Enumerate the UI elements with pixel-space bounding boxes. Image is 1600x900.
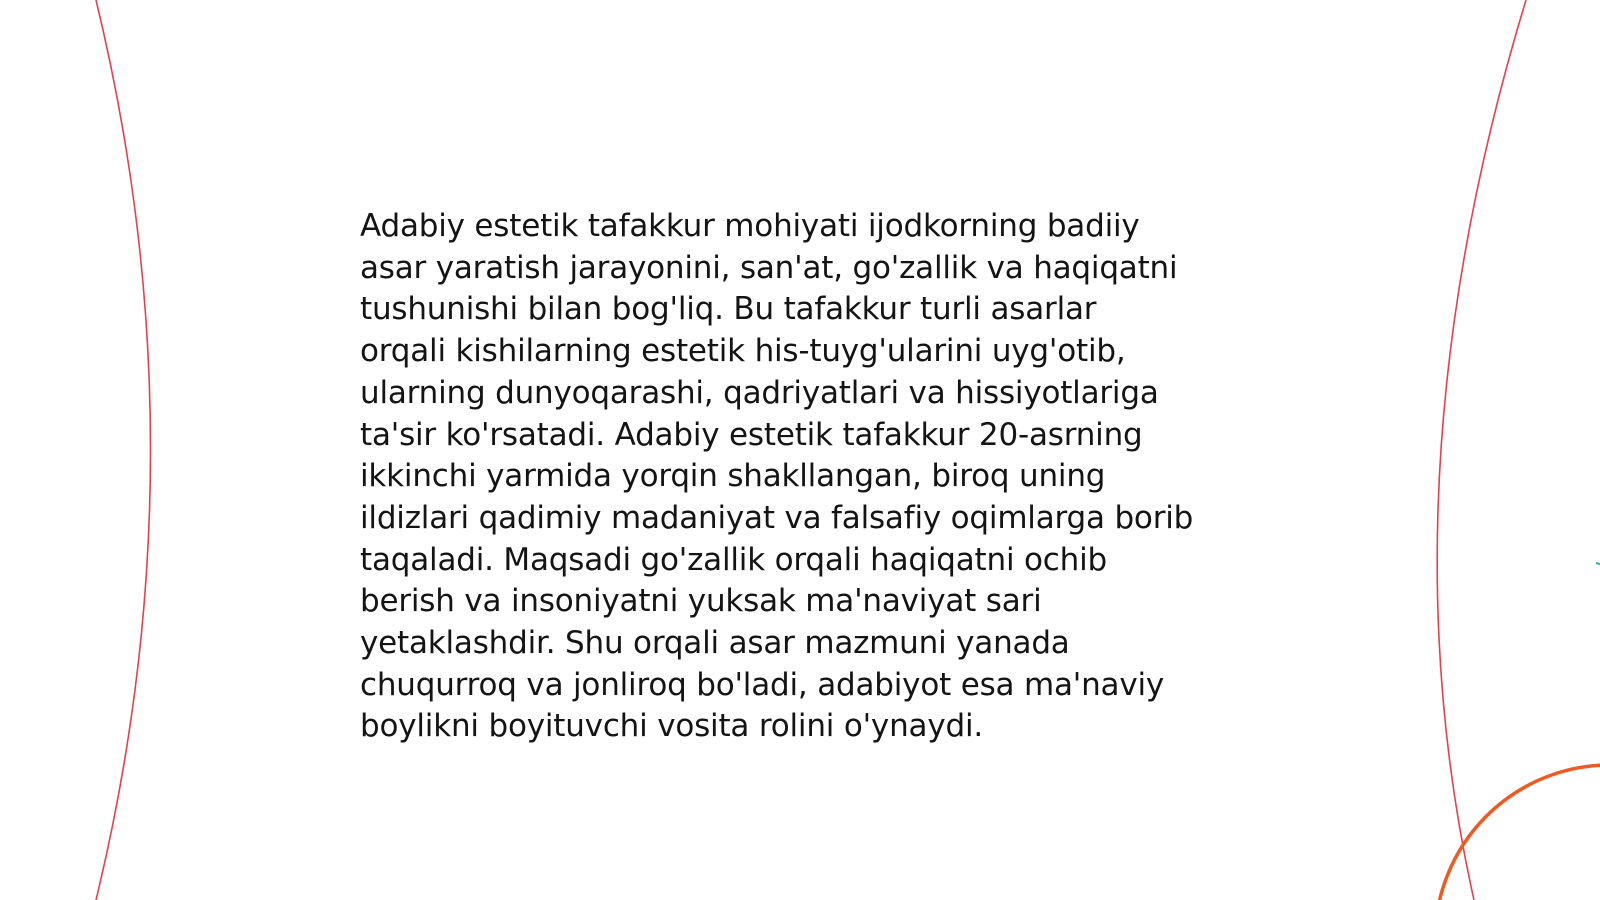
teal-accent-mark xyxy=(1596,563,1600,564)
right-arc-line xyxy=(1437,0,1526,900)
left-arc-line xyxy=(96,0,151,900)
body-paragraph: Adabiy estetik tafakkur mohiyati ijodkorning badiiy asar yaratish jarayonini, san'at, go'zallik va haqiqatni tushunishi bilan bog'liq. Bu tafakkur turli asarlar orqali kishilarning estetik his-tuyg'ularini uyg'otib, ularning dunyoqarashi, qadriyatlari va hissiyotlariga ta'sir ko'rsatadi. Adabiy estetik tafakkur 20-asrning ikkinchi yarmida yorqin shakllangan, biroq uning ildizlari qadimiy madaniyat va falsafiy oqimlarga borib taqaladi. Maqsadi go'zallik orqali haqiqatni ochib berish va insoniyatni yuksak ma'naviyat sari yetaklashdir. Shu orqali asar mazmuni yanada chuqurroq va jonliroq bo'ladi, adabiyot esa ma'naviy boylikni boyituvchi vosita rolini o'ynaydi. xyxy=(360,208,1194,745)
